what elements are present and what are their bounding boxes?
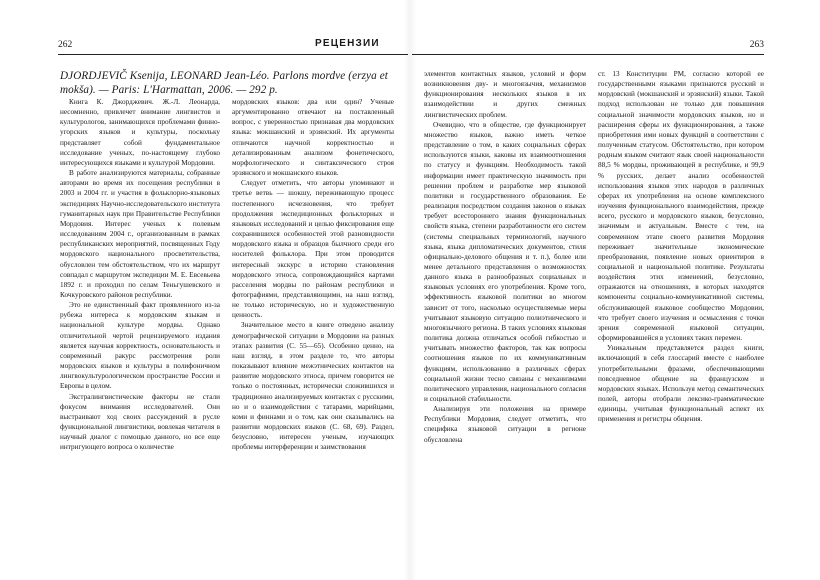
paragraph: В работе анализируются материалы, собранные авторами во время их посещения республики в 2003 и 2004 гг. и участия в фольклорно-языковых экспедициях Научно-исследовательского института гуманитарных наук при Правительстве Республики Мордовия. Интерес ученых к полевым исследованиям 2004 г., организованным в рамках республиканских мероприятий, посвященных Году мордовского национального просветительства, обусловлен тем обстоятельством, что их маршрут совпадал с маршрутом экспедиции М. Е. Евсевьева 1892 г. и проходил по селам Теньгушевского и Кочкуровского районов республики. <box>60 169 220 299</box>
paragraph: элементов контактных языков, условий и форм возникновения дву- и многоязычия, механизмов функционирования нескольких языков в их взаимодействии и других смежных лингвистических проблем. <box>424 70 586 119</box>
paragraph: Уникальным представляется раздел книги, включающий в себя глоссарий вместе с наиболее употребительными фразами, обеспечивающими повседневное общение на французском и мордовских языках. Используя метод семантических полей, авторы отобрали лексико-грамматические единицы, учитывая функциональный аспект их применения и регистры общения. <box>598 344 764 424</box>
column-2 <box>232 97 394 452</box>
column-1 <box>60 97 220 452</box>
paragraph: Это не единственный факт проявленного из-за рубежа интереса к мордовским языкам и национальной культуре мордвы. Однако отличительной чертой рецензируемого издания является научная корректность, основательность и современный ракурс рассмотрения роли мордовских языков и культуры в полифоничном лингвокультурологическом пространстве России и Европы в целом. <box>60 301 220 391</box>
review-headline: DJORDJEVIČ Ksenija, LEONARD Jean-Léo. Parlons mordve (erzya et mokša). — Paris: L'Harmattan, 2006. — 292 p. <box>60 70 388 96</box>
header-rule <box>58 54 408 55</box>
running-head: РЕЦЕНЗИИ <box>315 38 380 49</box>
paragraph: Анализируя эти положения на примере Республики Мордовия, следует отметить, что специфика языковой ситуации в регионе обусловлена <box>424 405 586 444</box>
paragraph: Значительное место в книге отведено анализу демографической ситуации в Мордовии на разных этапах развития (С. 55—65). Особенно ценно, на наш взгляд, в этом разделе то, что авторы показывают влияние межэтнических контактов на развитие мордовского этноса, причем говорится не только о постоянных, исторически сложившихся и традиционно анализируемых контактах с русскими, но и о взаимодействии с татарами, марийцами, коми и финнами и о том, как они сказывались на развитии мордовских языков (С. 68, 69). Раздел, безусловно, интересен ученым, изучающих проблемы интерференции и заимствования <box>232 321 394 452</box>
paragraph: ст. 13 Конституции РМ, согласно которой ее государственными языками признаются русский и мордовский (мокшанский и эрзянский) языки. Такой подход использован не только для повышения социальной значимости мордовских языков, но и расширения сферы их функционирования, а также приобретения ими новых функций в соответствии с полученным статусом. Обстоятельство, при котором родным языком считают язык своей национальности 88,5 % мордвы, проживающей в республике, и 99,9 % русских, делает анализ особенностей использования языков этих народов в различных сферах их употребления на основе комплексного изучения функционального взаимодействия, прежде всего, русского и мордовского языков, безусловно, значимым и актуальным. Вместе с тем, на современном этапе своего развития Мордовия переживает значительные экономические преобразования, появление новых ориентиров в социальной и национальной политике. Результаты воздействия этих изменений, безусловно, отражаются на отношениях, в которых находятся компоненты социально-коммуникативной системы, обслуживающей языковое сообщество Мордовии, что требует своего изучения и осмысления с точки зрения современной языковой ситуации, сформировавшейся в условиях таких перемен. <box>598 70 764 343</box>
page-number-left: 262 <box>58 40 73 50</box>
paragraph: мордовских языков: два или один? Ученые аргументированно отвечают на поставленный вопрос, с уверенностью признавая два мордовских языка: мокшанский и эрзянский. Их аргументы отличаются научной корректностью и детализированным анализом фонетического, морфологического и синтаксического строя эрзянского и мокшанского языков. <box>232 98 394 178</box>
header-rule <box>412 54 764 55</box>
paragraph: Следует отметить, что авторы упоминают и третье ветвь — шокшу, переживающую процесс постепенного исчезновения, что требует продолжения экспедиционных фольклорных и языковых исследований и целью фиксирования еще сохранившихся особенностей этой разновидности мордовского языка и образцов былчного среди его носителей фольклора. При этом проводится интересный экскурс в историю становления мордовского этноса, сопровождающийся картами расселения мордвы по районам республики и фотографиями, представляющими, на наш взгляд, не только историческую, но и художественную ценность. <box>232 179 394 320</box>
column-4 <box>598 69 764 424</box>
paragraph: Очевидно, что в обществе, где функционирует множество языков, важно иметь четкое представление о том, в каких социальных сферах используются языки, каковы их взаимоотношения по статусу и функциям. Необходимость такой информации имеет практическую значимость при решении проблем и разработке мер языковой политики и государственного образования. Ее реализация посредством создания законов о языках требует всестороннего знания функциональных свойств языка, степени разработанности его систем (системы специальных терминологий, научного языка, языка дипломатических документов, стиля официально-делового общения и т. п.), более или менее детального представления о возможностях данного языка в разнообразных социальных и языковых условиях его употребления. Кроме того, эффективность языковой политики во многом зависит от того, насколько осуществляемые меры учитывают языковую ситуацию полиэтнического и многоязычного региона. В таких условиях языковая политика должна отличаться особой гибкостью и учитывать множество факторов, так как вопросы соотношения языков по их коммуникативным функциям, использованию в различных сферах социальной жизни тесно связаны с механизмами политического управления, национального согласия и социальной стабильности. <box>424 120 586 403</box>
page-number-right: 263 <box>749 40 764 50</box>
paragraph: Книга К. Джорджевич. Ж.-Л. Леонарда, несомненно, привлечет внимание лингвистов и культурологов, занимающихся проблемами финно-угорских языков и культуры, поскольку представляет собой фундаментальное исследование ученых, по-настоящему глубоко интересующихся языками и культурой Мордовии. <box>60 98 220 167</box>
right-page <box>410 0 820 580</box>
column-3 <box>424 69 586 445</box>
paragraph: Экстралингвистические факторы не стали фокусом внимания исследователей. Они выстраивают ход своих рассуждений в русле функциональной лингвистики, вовлекая читателя в научный диалог с помощью данного, но все еще интригующего вопроса о количестве <box>60 392 220 452</box>
